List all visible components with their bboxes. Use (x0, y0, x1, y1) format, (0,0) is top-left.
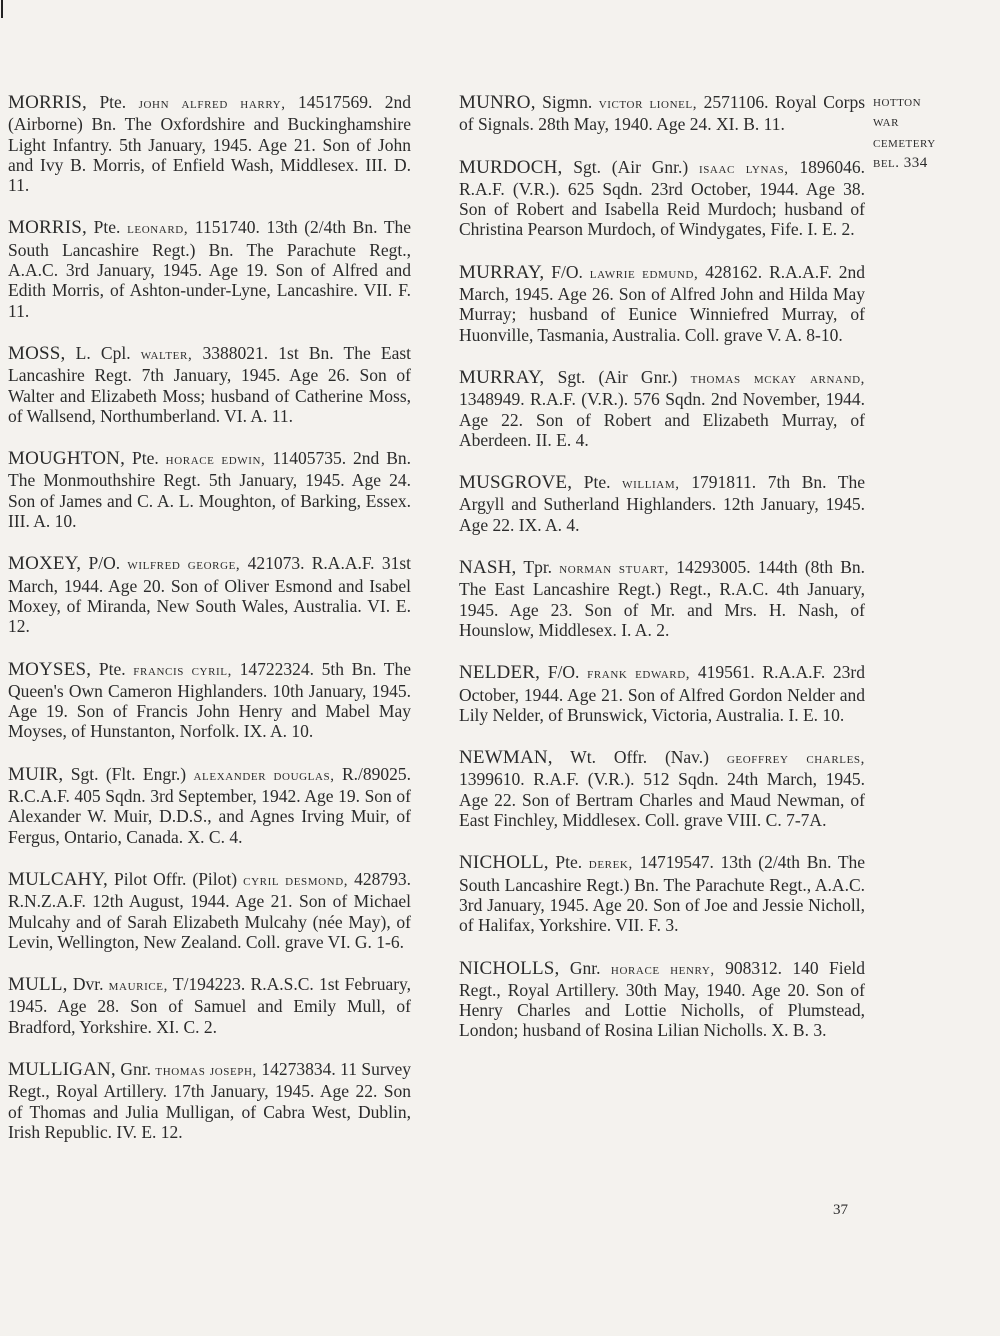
entry-surname: MOXEY, (8, 553, 82, 575)
casualty-entry (459, 367, 865, 450)
margin-note-line: cemetery (873, 134, 936, 151)
entry-rank: Sgt. (Flt. Engr.) (70, 763, 187, 784)
margin-note-line: war (873, 114, 899, 131)
casualty-entry (8, 974, 411, 1037)
casualty-entry (459, 472, 865, 535)
entry-rank: Pte. (98, 658, 126, 679)
entry-rank: F/O. (551, 261, 583, 282)
right-column (459, 92, 865, 1063)
entry-given-names: thomas joseph, (155, 1062, 257, 1079)
entry-details: 428793. R.N.Z.A.F. 12th August, 1944. Age 21. Son of Michael Mulcahy and of Sarah Elizabeth Mulcahy (née May), of Levin, Wellington, New Zealand. Coll. grave VI. G. 1-6. (8, 868, 412, 952)
entry-given-names: alexander douglas, (193, 767, 335, 784)
entry-details: 3388021. 1st Bn. The East Lancashire Regt. 7th January, 1945. Age 26. Son of Walter and Elizabeth Moss; husband of Catherine Moss, of Wallsend, Northumberland. VI. A. 11. (8, 342, 412, 426)
entry-rank: Pte. (583, 472, 611, 493)
casualty-entry (459, 958, 865, 1041)
entry-details: R./89025. R.C.A.F. 405 Sqdn. 3rd September, 1942. Age 19. Son of Alexander W. Muir, D.D.S., and Agnes Irving Muir, of Fergus, Ontario, Canada. X. C. 4. (8, 763, 412, 847)
casualty-entry (459, 262, 865, 345)
entry-surname: MORRIS, (8, 92, 88, 113)
entry-surname: MORRIS, (8, 217, 88, 239)
casualty-entry (8, 1059, 411, 1142)
entry-given-names: norman stuart, (559, 561, 669, 578)
casualty-entry (8, 448, 411, 531)
entry-given-names: derek, (588, 856, 633, 873)
left-column (8, 92, 411, 1164)
entry-given-names: cyril desmond, (243, 872, 349, 889)
casualty-entry (8, 869, 411, 952)
entry-details: 1791811. 7th Bn. The Argyll and Sutherland Highlanders. 12th January, 1945. Age 22. IX. A. 4. (459, 472, 866, 535)
entry-surname: MURRAY, (459, 366, 545, 388)
casualty-entry (459, 157, 865, 240)
casualty-entry (459, 92, 865, 135)
entry-rank: L. Cpl. (75, 342, 131, 363)
entry-details: 428162. R.A.A.F. 2nd March, 1945. Age 26. Son of Alfred John and Hilda May Murray; husband of Eunice Winniefred Murray, of Huonville, Tasmania, Australia. Coll. grave V. A. 8-10. (459, 261, 866, 345)
entry-given-names: william, (622, 476, 680, 493)
entry-surname: MURRAY, (459, 261, 545, 283)
entry-rank: Sigmn. (542, 92, 593, 112)
entry-surname: NICHOLL, (459, 852, 549, 874)
entry-surname: MURDOCH, (459, 156, 563, 178)
entry-surname: NEWMAN, (459, 747, 553, 769)
entry-surname: MOSS, (8, 342, 66, 364)
entry-rank: Pte. (99, 92, 127, 112)
entry-given-names: wilfred george, (127, 557, 241, 574)
entry-surname: MUIR, (8, 763, 64, 785)
entry-details: 1896046. R.A.F. (V.R.). 625 Sqdn. 23rd October, 1944. Age 38. Son of Robert and Isabella Reid Murdoch; husband of Christina Pearson Murdoch, of Windygates, Fife. I. E. 2. (459, 156, 866, 240)
cemetery-margin-note (873, 92, 973, 173)
entry-details: 14273834. 11 Survey Regt., Royal Artillery. 17th January, 1945. Age 22. Son of Thomas and Julia Mulligan, of Cabra West, Dublin, Irish Republic. IV. E. 12. (8, 1058, 412, 1142)
entry-rank: Tpr. (523, 557, 553, 578)
entry-surname: MULCAHY, (8, 868, 108, 890)
entry-given-names: francis cyril, (133, 662, 232, 679)
casualty-entry (8, 92, 411, 195)
entry-given-names: thomas mckay arnand, (690, 370, 866, 387)
entry-surname: NASH, (459, 557, 517, 579)
entry-details: 14293005. 144th (8th Bn. The East Lancashire Regt.) Regt., R.A.C. 4th January, 1945. Age 23. Son of Mr. and Mrs. H. Nash, of Hounslow, Middlesex. I. A. 2. (459, 557, 866, 640)
entry-details: 14517569. 2nd (Airborne) Bn. The Oxfordshire and Buckinghamshire Light Infantry. 5th January, 1945. Age 21. Son of John and Ivy B. Morris, of Enfield Wash, Middlesex. III. D. 11. (8, 92, 412, 196)
entry-given-names: leonard, (127, 221, 189, 238)
entry-details: 1348949. R.A.F. (V.R.). 576 Sqdn. 2nd November, 1944. Age 22. Son of Robert and Elizabeth Murray, of Aberdeen. II. E. 4. (459, 389, 865, 450)
margin-note-line: bel. 334 (873, 154, 928, 171)
entry-surname: NICHOLLS, (459, 957, 560, 979)
entry-details: 14722324. 5th Bn. The Queen's Own Cameron Highlanders. 10th January, 1945. Age 19. Son of Francis John Henry and Mabel May Moyses, of Hunstanton, Norfolk. IX. A. 10. (8, 658, 411, 742)
entry-details: T/194223. R.A.S.C. 1st February, 1945. Age 28. Son of Samuel and Emily Mull, of Bradford, Yorkshire. XI. C. 2. (8, 974, 412, 1037)
casualty-entry (8, 343, 411, 426)
entry-given-names: maurice, (108, 978, 168, 995)
entry-given-names: isaac lynas, (698, 160, 789, 177)
entry-rank: F/O. (547, 662, 580, 683)
entry-surname: MUSGROVE, (459, 472, 573, 494)
casualty-entry (459, 662, 865, 725)
entry-details: 11405735. 2nd Bn. The Monmouthshire Regt. 5th January, 1945. Age 24. Son of James and C. A. L. Moughton, of Barking, Essex. III. A. 10. (8, 448, 412, 532)
entry-rank: P/O. (88, 553, 121, 574)
page-edge-mark (1, 0, 3, 18)
entry-rank: Pte. (555, 852, 583, 873)
entry-given-names: geoffrey charles, (726, 751, 865, 768)
entry-surname: MULLIGAN, (8, 1058, 116, 1080)
entry-details: 1399610. R.A.F. (V.R.). 512 Sqdn. 24th March, 1945. Age 22. Son of Bertram Charles and Maud Newman, of East Finchley, Middlesex. Coll. grave VIII. C. 7-7A. (459, 769, 865, 831)
casualty-entry (459, 747, 865, 830)
entry-details: 14719547. 13th (2/4th Bn. The South Lancashire Regt.) Bn. The Parachute Regt., A.A.C. 3rd January, 1945. Age 20. Son of Joe and Jessie Nicholl, of Halifax, Yorkshire. VII. F. 3. (459, 852, 866, 936)
entry-given-names: horace henry, (610, 961, 715, 978)
entry-details: 1151740. 13th (2/4th Bn. The South Lancashire Regt.) Bn. The Parachute Regt., A.A.C. 3rd January, 1945. Age 19. Son of Alfred and Edith Morris, of Ashton-under-Lyne, Lancashire. VII. F. 11. (8, 217, 412, 321)
entry-details: 419561. R.A.A.F. 23rd October, 1944. Age 21. Son of Alfred Gordon Nelder and Lily Nelder, of Brunswick, Victoria, Australia. I. E. 10. (459, 662, 866, 725)
margin-note-line: hotton (873, 94, 922, 110)
entry-surname: MOYSES, (8, 658, 92, 680)
entry-rank: Wt. Offr. (Nav.) (570, 747, 709, 768)
entry-rank: Gnr. (120, 1058, 151, 1079)
entry-surname: MOUGHTON, (8, 448, 126, 470)
page-number: 37 (833, 1202, 848, 1218)
entry-details: 421073. R.A.A.F. 31st March, 1944. Age 20. Son of Oliver Esmond and Isabel Moxey, of Miranda, New South Wales, Australia. VI. E. 12. (8, 553, 412, 637)
entry-given-names: john alfred harry, (138, 96, 286, 112)
entry-rank: Pilot Offr. (Pilot) (114, 868, 238, 889)
entry-given-names: victor lionel, (598, 96, 698, 112)
entry-rank: Sgt. (Air Gnr.) (573, 156, 689, 177)
entry-rank: Pte. (131, 448, 159, 469)
entry-rank: Sgt. (Air Gnr.) (557, 366, 678, 387)
casualty-entry (459, 852, 865, 935)
casualty-entry (8, 764, 411, 847)
entry-details: 908312. 140 Field Regt., Royal Artillery. 30th May, 1940. Age 20. Son of Henry Charles and Lottie Nicholls, of Plumstead, London; husband of Rosina Lilian Nicholls. X. B. 3. (459, 957, 866, 1041)
casualty-entry (459, 557, 865, 640)
entry-rank: Pte. (93, 217, 121, 238)
casualty-entry (8, 659, 411, 742)
entry-rank: Gnr. (569, 957, 601, 978)
entry-given-names: walter, (140, 346, 193, 363)
entry-details: 2571106. Royal Corps of Signals. 28th May, 1940. Age 24. XI. B. 11. (459, 92, 866, 135)
entry-surname: MUNRO, (459, 92, 536, 113)
entry-surname: MULL, (8, 974, 68, 996)
entry-given-names: horace edwin, (165, 452, 266, 469)
entry-given-names: lawrie edmund, (589, 265, 699, 282)
casualty-entry (8, 553, 411, 636)
entry-given-names: frank edward, (587, 666, 691, 683)
casualty-entry (8, 217, 411, 320)
entry-surname: NELDER, (459, 662, 541, 684)
entry-rank: Dvr. (72, 974, 104, 995)
